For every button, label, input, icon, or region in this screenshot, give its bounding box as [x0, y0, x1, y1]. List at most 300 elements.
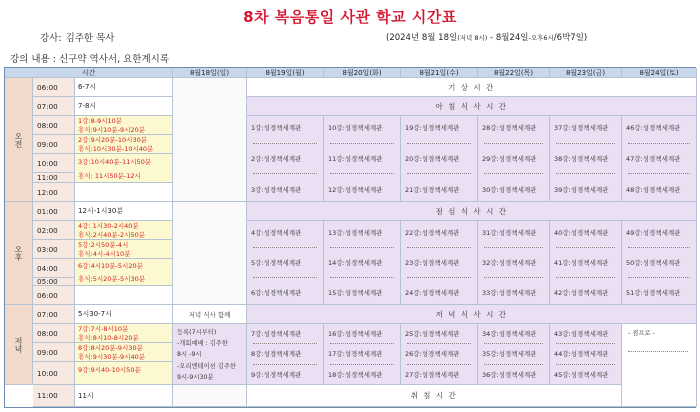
time-cell: 07:00 — [33, 305, 75, 324]
lecture-topic: 성경책세계관 — [642, 259, 681, 267]
lecture-number: 10강 — [328, 124, 343, 133]
day22-evening — [478, 324, 550, 385]
lecture-entry: 7강:성경책세계관 — [251, 329, 302, 338]
divider — [330, 247, 394, 248]
header-time: 시간 — [5, 68, 173, 78]
lecture-entry: 49강:성경책세계관 — [626, 229, 681, 237]
time-cell: 07:00 — [33, 97, 75, 116]
lecture-entry: 51강:성경책세계관 — [626, 289, 681, 297]
lecture-number: 36강 — [482, 371, 497, 380]
lecture-number: 4강 — [251, 229, 262, 237]
lecture-entry: 9강:성경책세계관 — [251, 371, 302, 380]
lecture-entry: 48강:성경책세계관 — [626, 185, 681, 194]
divider — [330, 143, 394, 144]
time-cell: 06:00 — [33, 286, 75, 305]
desc-cell: 12시-1시30분 — [75, 202, 173, 221]
lecture-topic: 성경책세계관 — [498, 289, 537, 297]
empty-cell — [75, 183, 173, 202]
lecture-number: 43강 — [554, 329, 569, 338]
dinner-band: 저 녁 식 사 시 간 — [247, 305, 697, 324]
divider — [330, 277, 394, 278]
lecture-entry: 24강:성경책세계관 — [405, 289, 460, 297]
lecture-topic: 성경책세계관 — [570, 154, 609, 163]
lecture-number: 35강 — [482, 350, 497, 359]
period-sep: - 8월24일 — [487, 33, 529, 43]
lecture-slot — [75, 135, 173, 154]
divider — [484, 277, 543, 278]
lecture-topic: 성경책세계관 — [570, 124, 609, 133]
lecture-topic: 성경책세계관 — [344, 259, 383, 267]
lecture-time: 8강:8시20분-9시30분 — [78, 344, 143, 352]
lecture-entry: 34강:성경책세계관 — [482, 329, 537, 338]
divider — [330, 364, 394, 365]
lecture-entry: 10강:성경책세계관 — [328, 124, 383, 133]
desc-cell: 6-7시 — [75, 78, 173, 97]
lecture-number: 30강 — [482, 185, 497, 194]
time-cell: 08:00 — [33, 324, 75, 343]
lecture-topic: 성경책세계관 — [421, 350, 460, 359]
lecture-topic: 성경책세계관 — [642, 289, 681, 297]
lecture-entry: 12강:성경책세계관 — [328, 185, 383, 194]
lecture-topic: 성경책세계관 — [421, 371, 460, 380]
lecture-topic: 성경책세계관 — [498, 229, 537, 237]
lecture-entry: 13강:성경책세계관 — [328, 229, 383, 237]
lecture-entry: 2강:성경책세계관 — [251, 154, 302, 163]
time-cell: 09:00 — [33, 343, 75, 362]
lecture-time: 4강: 1시30-2시40분 — [78, 222, 139, 230]
day19-morning — [247, 116, 324, 202]
time-cell: 12:00 — [33, 183, 75, 202]
lecture-number: 37강 — [554, 124, 569, 133]
content-value: 신구약 역사서, 요한계시록 — [58, 54, 169, 65]
lecture-entry: 50강:성경책세계관 — [626, 259, 681, 267]
lecture-number: 13강 — [328, 229, 343, 237]
divider — [253, 277, 317, 278]
lecture-slot — [75, 154, 173, 183]
lecturer-line — [40, 30, 114, 44]
lecture-time: 9강:9시40-10시50분 — [78, 366, 141, 374]
divider — [253, 364, 317, 365]
lecture-topic: 성경책세계관 — [263, 229, 302, 237]
lecture-topic: 성경책세계관 — [642, 229, 681, 237]
lecture-time: 6강:4시10분-5시20분 — [78, 262, 143, 270]
lecture-number: 7강 — [251, 329, 262, 338]
lecture-entry: 26강:성경책세계관 — [405, 350, 460, 359]
divider — [556, 343, 615, 344]
lecture-topic: 성경책세계관 — [421, 259, 460, 267]
divider — [407, 173, 471, 174]
day21-morning — [401, 116, 478, 202]
day19-afternoon — [247, 221, 324, 305]
lecture-number: 19강 — [405, 124, 420, 133]
lecture-number: 26강 — [405, 350, 420, 359]
lecture-number: 42강 — [554, 289, 569, 297]
day24-morning — [622, 116, 697, 202]
registration-text: 등록(7시부터) — [177, 329, 217, 337]
time-cell: 01:00 — [33, 202, 75, 221]
day23-evening — [550, 324, 622, 385]
lecture-entry: 40강:성경책세계관 — [554, 229, 609, 237]
lecture-number: 12강 — [328, 185, 343, 194]
time-cell: 09:00 — [33, 135, 75, 154]
lecture-slot — [75, 343, 173, 362]
lecture-number: 5강 — [251, 259, 262, 267]
period-start-note: (저녁 8시) — [457, 34, 488, 42]
lecture-number: 17강 — [328, 350, 343, 359]
period-end: /6박7일) — [553, 33, 588, 43]
divider — [484, 343, 543, 344]
lecture-topic: 성경책세계관 — [642, 124, 681, 133]
divider — [484, 364, 543, 365]
lecture-topic: 성경책세계관 — [263, 350, 302, 359]
lecture-entry: 17강:성경책세계관 — [328, 350, 383, 359]
lecture-entry: 6강:성경책세계관 — [251, 289, 302, 297]
lecture-number: 28강 — [482, 124, 497, 133]
day23-morning — [550, 116, 622, 202]
lecture-topic: 성경책세계관 — [421, 154, 460, 163]
closing-note: - 점프로 - — [628, 330, 655, 337]
time-cell: 11:00 — [33, 385, 75, 407]
lecture-topic: 성경책세계관 — [498, 185, 537, 194]
lecture-entry: 32강:성경책세계관 — [482, 259, 537, 267]
lecture-topic: 성경책세계관 — [344, 229, 383, 237]
lecture-entry: 28강:성경책세계관 — [482, 124, 537, 133]
period-line — [386, 31, 587, 43]
lecture-time: 7강:7시-8시10분 — [78, 325, 129, 333]
lecture-time: 3강:10시40분-11시50분 — [78, 157, 152, 166]
divider — [253, 343, 317, 344]
lecture-number: 3강 — [251, 185, 262, 194]
lecture-topic: 성경책세계관 — [344, 350, 383, 359]
lecture-entry: 4강:성경책세계관 — [251, 229, 302, 237]
header-day-21: 8월21일(수) — [401, 68, 478, 78]
lecture-number: 22강 — [405, 229, 420, 237]
divider — [556, 364, 615, 365]
content-label: 강의 내용 : — [10, 54, 56, 65]
divider — [330, 173, 394, 174]
lecture-number: 39강 — [554, 185, 569, 194]
time-cell: 02:00 — [33, 221, 75, 240]
divider — [253, 247, 317, 248]
desc-cell: 7-8시 — [75, 97, 173, 116]
orientation-text: -오리엔테이션 김주한 — [177, 362, 237, 370]
session-evening — [5, 305, 33, 385]
lecture-topic: 성경책세계관 — [263, 371, 302, 380]
lecture-topic: 성경책세계관 — [498, 329, 537, 338]
lecture-number: 51강 — [626, 289, 641, 297]
lecture-entry: 38강:성경책세계관 — [554, 154, 609, 163]
orientation-time: 9시-9시30분 — [177, 373, 214, 381]
day18-entrance-program — [173, 324, 247, 385]
lecture-number: 49강 — [626, 229, 641, 237]
lecture-topic: 성경책세계관 — [570, 329, 609, 338]
divider — [407, 364, 471, 365]
lecture-slot — [75, 362, 173, 385]
lecture-number: 45강 — [554, 371, 569, 380]
lecture-topic: 성경책세계관 — [498, 371, 537, 380]
lecture-entry: 8강:성경책세계관 — [251, 350, 302, 359]
divider — [628, 277, 690, 278]
lecture-number: 44강 — [554, 350, 569, 359]
header-day-24: 8월24일(토) — [622, 68, 697, 78]
time-cell: 04:00 — [33, 259, 75, 278]
break-time: 휴식:5시20분-5시30분 — [78, 275, 146, 283]
divider — [628, 351, 688, 352]
lecture-entry: 11강:성경책세계관 — [328, 154, 383, 163]
lecture-entry: 43강:성경책세계관 — [554, 329, 609, 338]
session-afternoon — [5, 202, 33, 305]
divider — [556, 143, 615, 144]
day21-afternoon — [401, 221, 478, 305]
page-title: 8차 복음통일 사관 학교 시간표 — [243, 8, 457, 26]
lecture-entry: 14강:성경책세계관 — [328, 259, 383, 267]
lecture-entry: 15강:성경책세계관 — [328, 289, 383, 297]
lunch-band: 점 심 식 사 시 간 — [247, 202, 697, 221]
schedule-table — [4, 67, 696, 408]
lecture-number: 33강 — [482, 289, 497, 297]
lecture-number: 23강 — [405, 259, 420, 267]
lecture-topic: 성경책세계관 — [344, 185, 383, 194]
lecture-entry: 46강:성경책세계관 — [626, 124, 681, 133]
opening-service-text: -개회예배 : 김주한 — [177, 340, 228, 348]
break-time: 휴식:10시30분-10시40분 — [78, 145, 154, 153]
lecture-entry: 33강:성경책세계관 — [482, 289, 537, 297]
lecture-topic: 성경책세계관 — [263, 259, 302, 267]
lecture-topic: 성경책세계관 — [263, 329, 302, 338]
lecture-entry: 39강:성경책세계관 — [554, 185, 609, 194]
lecture-number: 48강 — [626, 185, 641, 194]
lecture-number: 16강 — [328, 329, 343, 338]
lecture-time: 2강:9시20분-10시30분 — [78, 136, 148, 144]
break-time: 휴식:9시10분-9시20분 — [78, 126, 146, 134]
lecture-topic: 성경책세계관 — [498, 154, 537, 163]
lecture-number: 14강 — [328, 259, 343, 267]
divider — [628, 247, 690, 248]
lecture-topic: 성경책세계관 — [421, 124, 460, 133]
lecture-topic: 성경책세계관 — [263, 124, 302, 133]
time-cell: 03:00 — [33, 240, 75, 259]
wake-up-band: 기 상 시 간 — [247, 78, 697, 97]
lecture-number: 41강 — [554, 259, 569, 267]
lecture-number: 15강 — [328, 289, 343, 297]
divider — [484, 247, 543, 248]
lecture-topic: 성경책세계관 — [570, 289, 609, 297]
day20-evening — [324, 324, 401, 385]
divider — [556, 173, 615, 174]
desc-cell: 5시30-7시 — [75, 305, 173, 324]
desc-cell: 11시 — [75, 385, 173, 407]
lecture-entry: 19강:성경책세계관 — [405, 124, 460, 133]
lecture-entry: 31강:성경책세계관 — [482, 229, 537, 237]
day20-afternoon — [324, 221, 401, 305]
lecture-number: 21강 — [405, 185, 420, 194]
day18-afternoon-empty — [173, 202, 247, 305]
lecture-entry: 30강:성경책세계관 — [482, 185, 537, 194]
divider — [407, 343, 471, 344]
period-start: (2024년 8월 18일 — [386, 33, 458, 43]
lecture-topic: 성경책세계관 — [570, 229, 609, 237]
lecture-slot — [75, 324, 173, 343]
divider — [407, 277, 471, 278]
break-time: 휴식:8시10-8시20분 — [78, 334, 139, 342]
lecture-entry: 41강:성경책세계관 — [554, 259, 609, 267]
day18-morning-empty — [173, 78, 247, 202]
lecture-number: 24강 — [405, 289, 420, 297]
lecture-slot — [75, 116, 173, 135]
lecture-entry: 5강:성경책세계관 — [251, 259, 302, 267]
lecture-entry: 21강:성경책세계관 — [405, 185, 460, 194]
lecture-topic: 성경책세계관 — [344, 371, 383, 380]
lecture-slot — [75, 221, 173, 240]
lecture-number: 25강 — [405, 329, 420, 338]
header-day-19: 8월19일(월) — [247, 68, 324, 78]
lecture-entry: 37강:성경책세계관 — [554, 124, 609, 133]
lecture-number: 8강 — [251, 350, 262, 359]
lecture-topic: 성경책세계관 — [570, 350, 609, 359]
lecture-content-line — [10, 51, 169, 65]
lecture-number: 40강 — [554, 229, 569, 237]
lecture-topic: 성경책세계관 — [498, 259, 537, 267]
lecture-time: 5강:2시50분-4시 — [78, 241, 129, 249]
lecture-entry: 3강:성경책세계관 — [251, 185, 302, 194]
time-cell: 06:00 — [33, 78, 75, 97]
day19-evening — [247, 324, 324, 385]
period-end-note: -오후6시 — [528, 34, 554, 42]
lecture-entry: 20강:성경책세계관 — [405, 154, 460, 163]
break-time: 휴식:4시-4시10분 — [78, 250, 131, 258]
lecture-entry: 1강:성경책세계관 — [251, 124, 302, 133]
divider — [253, 173, 317, 174]
header-day-20: 8월20일(화) — [324, 68, 401, 78]
lecture-entry: 18강:성경책세계관 — [328, 371, 383, 380]
session-afternoon-label: 오후 — [14, 245, 23, 261]
time-cell: 10:00 — [33, 362, 75, 385]
lecture-entry: 42강:성경책세계관 — [554, 289, 609, 297]
time-cell: 11:00 — [33, 173, 75, 183]
opening-service-time: 8시 -9시 — [177, 351, 202, 359]
lecture-slot — [75, 259, 173, 286]
lecture-number: 31강 — [482, 229, 497, 237]
break-time: 휴식:9시30분-9시40분 — [78, 353, 146, 361]
breakfast-band: 아 침 식 사 시 간 — [247, 97, 697, 116]
lecture-topic: 성경책세계관 — [263, 154, 302, 163]
divider — [556, 247, 615, 248]
divider — [330, 343, 394, 344]
sleep-band: 취 침 시 간 — [247, 385, 622, 407]
lecture-entry: 22강:성경책세계관 — [405, 229, 460, 237]
lecture-number: 47강 — [626, 154, 641, 163]
lecture-topic: 성경책세계관 — [344, 124, 383, 133]
lecture-number: 34강 — [482, 329, 497, 338]
day24-evening-note — [622, 324, 697, 407]
lecture-number: 38강 — [554, 154, 569, 163]
empty-cell — [75, 286, 173, 305]
divider — [556, 277, 615, 278]
break-time: 휴식: 11시50분-12시 — [78, 171, 141, 180]
lecture-topic: 성경책세계관 — [421, 185, 460, 194]
lecture-number: 2강 — [251, 154, 262, 163]
lecture-topic: 성경책세계관 — [570, 185, 609, 194]
lecture-entry: 45강:성경책세계관 — [554, 371, 609, 380]
lecture-entry: 25강:성경책세계관 — [405, 329, 460, 338]
lecture-topic: 성경책세계관 — [498, 124, 537, 133]
divider — [484, 143, 543, 144]
lecture-time: 1강:8-9시10분 — [78, 117, 123, 125]
lecture-number: 46강 — [626, 124, 641, 133]
lecture-entry: 27강:성경책세계관 — [405, 371, 460, 380]
lecture-topic: 성경책세계관 — [570, 259, 609, 267]
lecture-entry: 23강:성경책세계관 — [405, 259, 460, 267]
lecture-number: 27강 — [405, 371, 420, 380]
lecture-topic: 성경책세계관 — [570, 371, 609, 380]
lecture-entry: 16강:성경책세계관 — [328, 329, 383, 338]
lecture-number: 18강 — [328, 371, 343, 380]
divider — [407, 247, 471, 248]
lecture-topic: 성경책세계관 — [421, 229, 460, 237]
day23-afternoon — [550, 221, 622, 305]
divider — [253, 143, 317, 144]
lecture-number: 29강 — [482, 154, 497, 163]
lecture-entry: 36강:성경책세계관 — [482, 371, 537, 380]
header-day-23: 8월23일(금) — [550, 68, 622, 78]
lecture-slot — [75, 240, 173, 259]
lecturer-name: 김주한 목사 — [65, 33, 115, 44]
divider — [628, 173, 690, 174]
day22-morning — [478, 116, 550, 202]
day20-morning — [324, 116, 401, 202]
lecture-topic: 성경책세계관 — [263, 289, 302, 297]
lecture-number: 11강 — [328, 154, 343, 163]
lecture-topic: 성경책세계관 — [642, 154, 681, 163]
lecture-topic: 성경책세계관 — [263, 185, 302, 194]
lecture-topic: 성경책세계관 — [344, 154, 383, 163]
lecture-entry: 44강:성경책세계관 — [554, 350, 609, 359]
lecture-number: 9강 — [251, 371, 262, 380]
divider — [484, 173, 543, 174]
lecture-entry: 35강:성경책세계관 — [482, 350, 537, 359]
lecture-entry: 29강:성경책세계관 — [482, 154, 537, 163]
lecture-number: 6강 — [251, 289, 262, 297]
lecture-number: 50강 — [626, 259, 641, 267]
lecture-topic: 성경책세계관 — [421, 289, 460, 297]
day18-sleep-empty — [173, 385, 247, 407]
lecture-number: 1강 — [251, 124, 262, 133]
day21-evening — [401, 324, 478, 385]
lecture-topic: 성경책세계관 — [344, 289, 383, 297]
time-cell: 10:00 — [33, 154, 75, 173]
divider — [628, 143, 690, 144]
header-day-22: 8월22일(목) — [478, 68, 550, 78]
header-day-18: 8월18일(일) — [173, 68, 247, 78]
day22-afternoon — [478, 221, 550, 305]
lecture-topic: 성경책세계관 — [344, 329, 383, 338]
day24-afternoon — [622, 221, 697, 305]
time-cell: 05:00 — [33, 278, 75, 286]
lecture-topic: 성경책세계관 — [642, 185, 681, 194]
time-cell: 08:00 — [33, 116, 75, 135]
divider — [407, 143, 471, 144]
session-evening-label: 저녁 — [14, 336, 23, 353]
lecture-number: 32강 — [482, 259, 497, 267]
session-morning-label: 오전 — [14, 131, 23, 148]
break-time: 휴식:2시40분-2시50분 — [78, 231, 146, 239]
day18-dinner-note: 저녁 식사 함께 — [173, 305, 247, 324]
lecture-topic: 성경책세계관 — [498, 350, 537, 359]
lecture-number: 20강 — [405, 154, 420, 163]
session-morning — [5, 78, 33, 202]
lecture-entry: 47강:성경책세계관 — [626, 154, 681, 163]
lecture-topic: 성경책세계관 — [421, 329, 460, 338]
